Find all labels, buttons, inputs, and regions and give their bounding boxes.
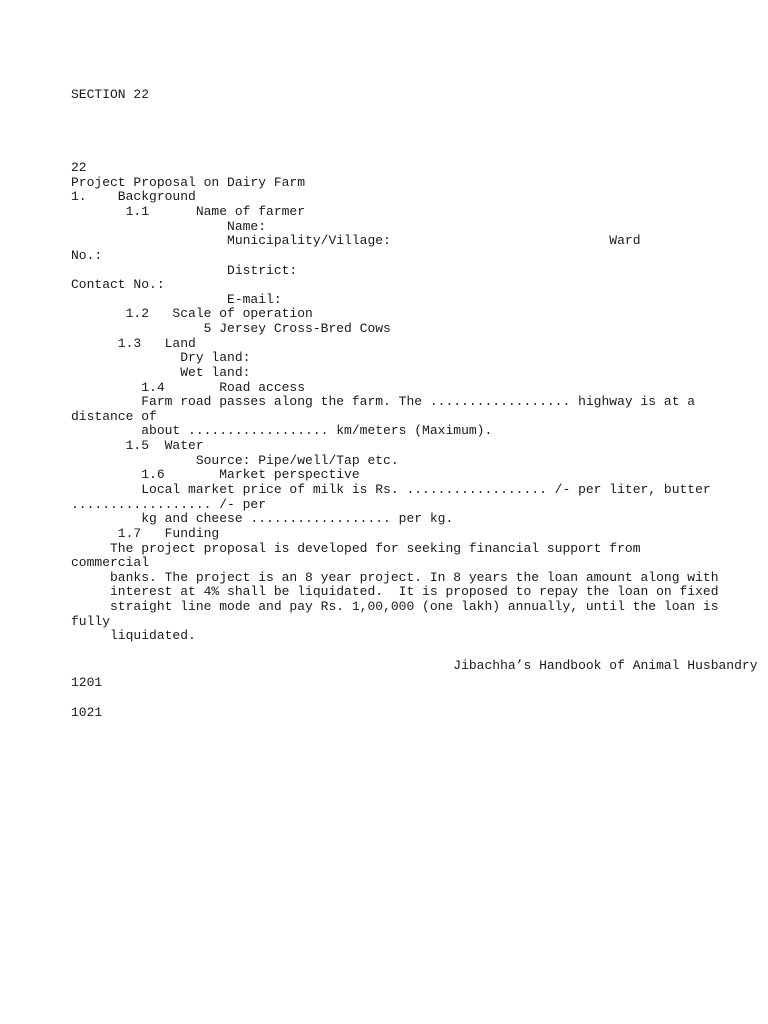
document-line: commercial (71, 555, 150, 570)
document-line: fully (71, 614, 111, 629)
document-line: kg and cheese .................. per kg. (71, 511, 454, 526)
document-title: Project Proposal on Dairy Farm (71, 175, 306, 190)
document-line: 1.2 Scale of operation (71, 306, 313, 321)
document-line: 1.1 Name of farmer (71, 204, 306, 219)
document-line: about .................. km/meters (Maximum). (71, 423, 493, 438)
footer-book-title: Jibachha’s Handbook of Animal Husbandry (71, 658, 758, 673)
document-line: District: (71, 263, 298, 278)
document-line: 22 (71, 160, 87, 175)
document-line: Source: Pipe/well/Tap etc. (71, 453, 399, 468)
document-line: .................. /- per (71, 497, 267, 512)
document-line: 1.4 Road access (71, 380, 306, 395)
document-line: No.: (71, 248, 103, 263)
document-line: Name: (71, 219, 267, 234)
document-line: 1.7 Funding (71, 526, 220, 541)
document-line: 1.5 Water (71, 438, 204, 453)
document-line: Local market price of milk is Rs. .................. /- per liter, butter (71, 482, 711, 497)
document-line: E-mail: (71, 292, 282, 307)
document-line: Wet land: (71, 365, 251, 380)
document-line: 1.3 Land (71, 336, 196, 351)
document-line: The project proposal is developed for seeking financial support from (71, 541, 641, 556)
footer-page-number-alt: 1021 (71, 705, 103, 720)
document-line: Municipality/Village: Ward (71, 233, 641, 248)
document-line: Farm road passes along the farm. The .................. highway is at a (71, 394, 696, 409)
document-line: interest at 4% shall be liquidated. It is proposed to repay the loan on fixed (71, 584, 719, 599)
document-line: banks. The project is an 8 year project. In 8 years the loan amount along with (71, 570, 719, 585)
document-line: straight line mode and pay Rs. 1,00,000 (one lakh) annually, until the loan is (71, 599, 719, 614)
document-line: liquidated. (71, 628, 196, 643)
footer-page-number: 1201 (71, 675, 103, 690)
section-heading: SECTION 22 (71, 87, 150, 102)
document-line: 1. Background (71, 189, 196, 204)
document-line: distance of (71, 409, 157, 424)
document-line: Dry land: (71, 350, 251, 365)
document-line: Contact No.: (71, 277, 165, 292)
document-line: 5 Jersey Cross-Bred Cows (71, 321, 391, 336)
document-line: 1.6 Market perspective (71, 467, 360, 482)
